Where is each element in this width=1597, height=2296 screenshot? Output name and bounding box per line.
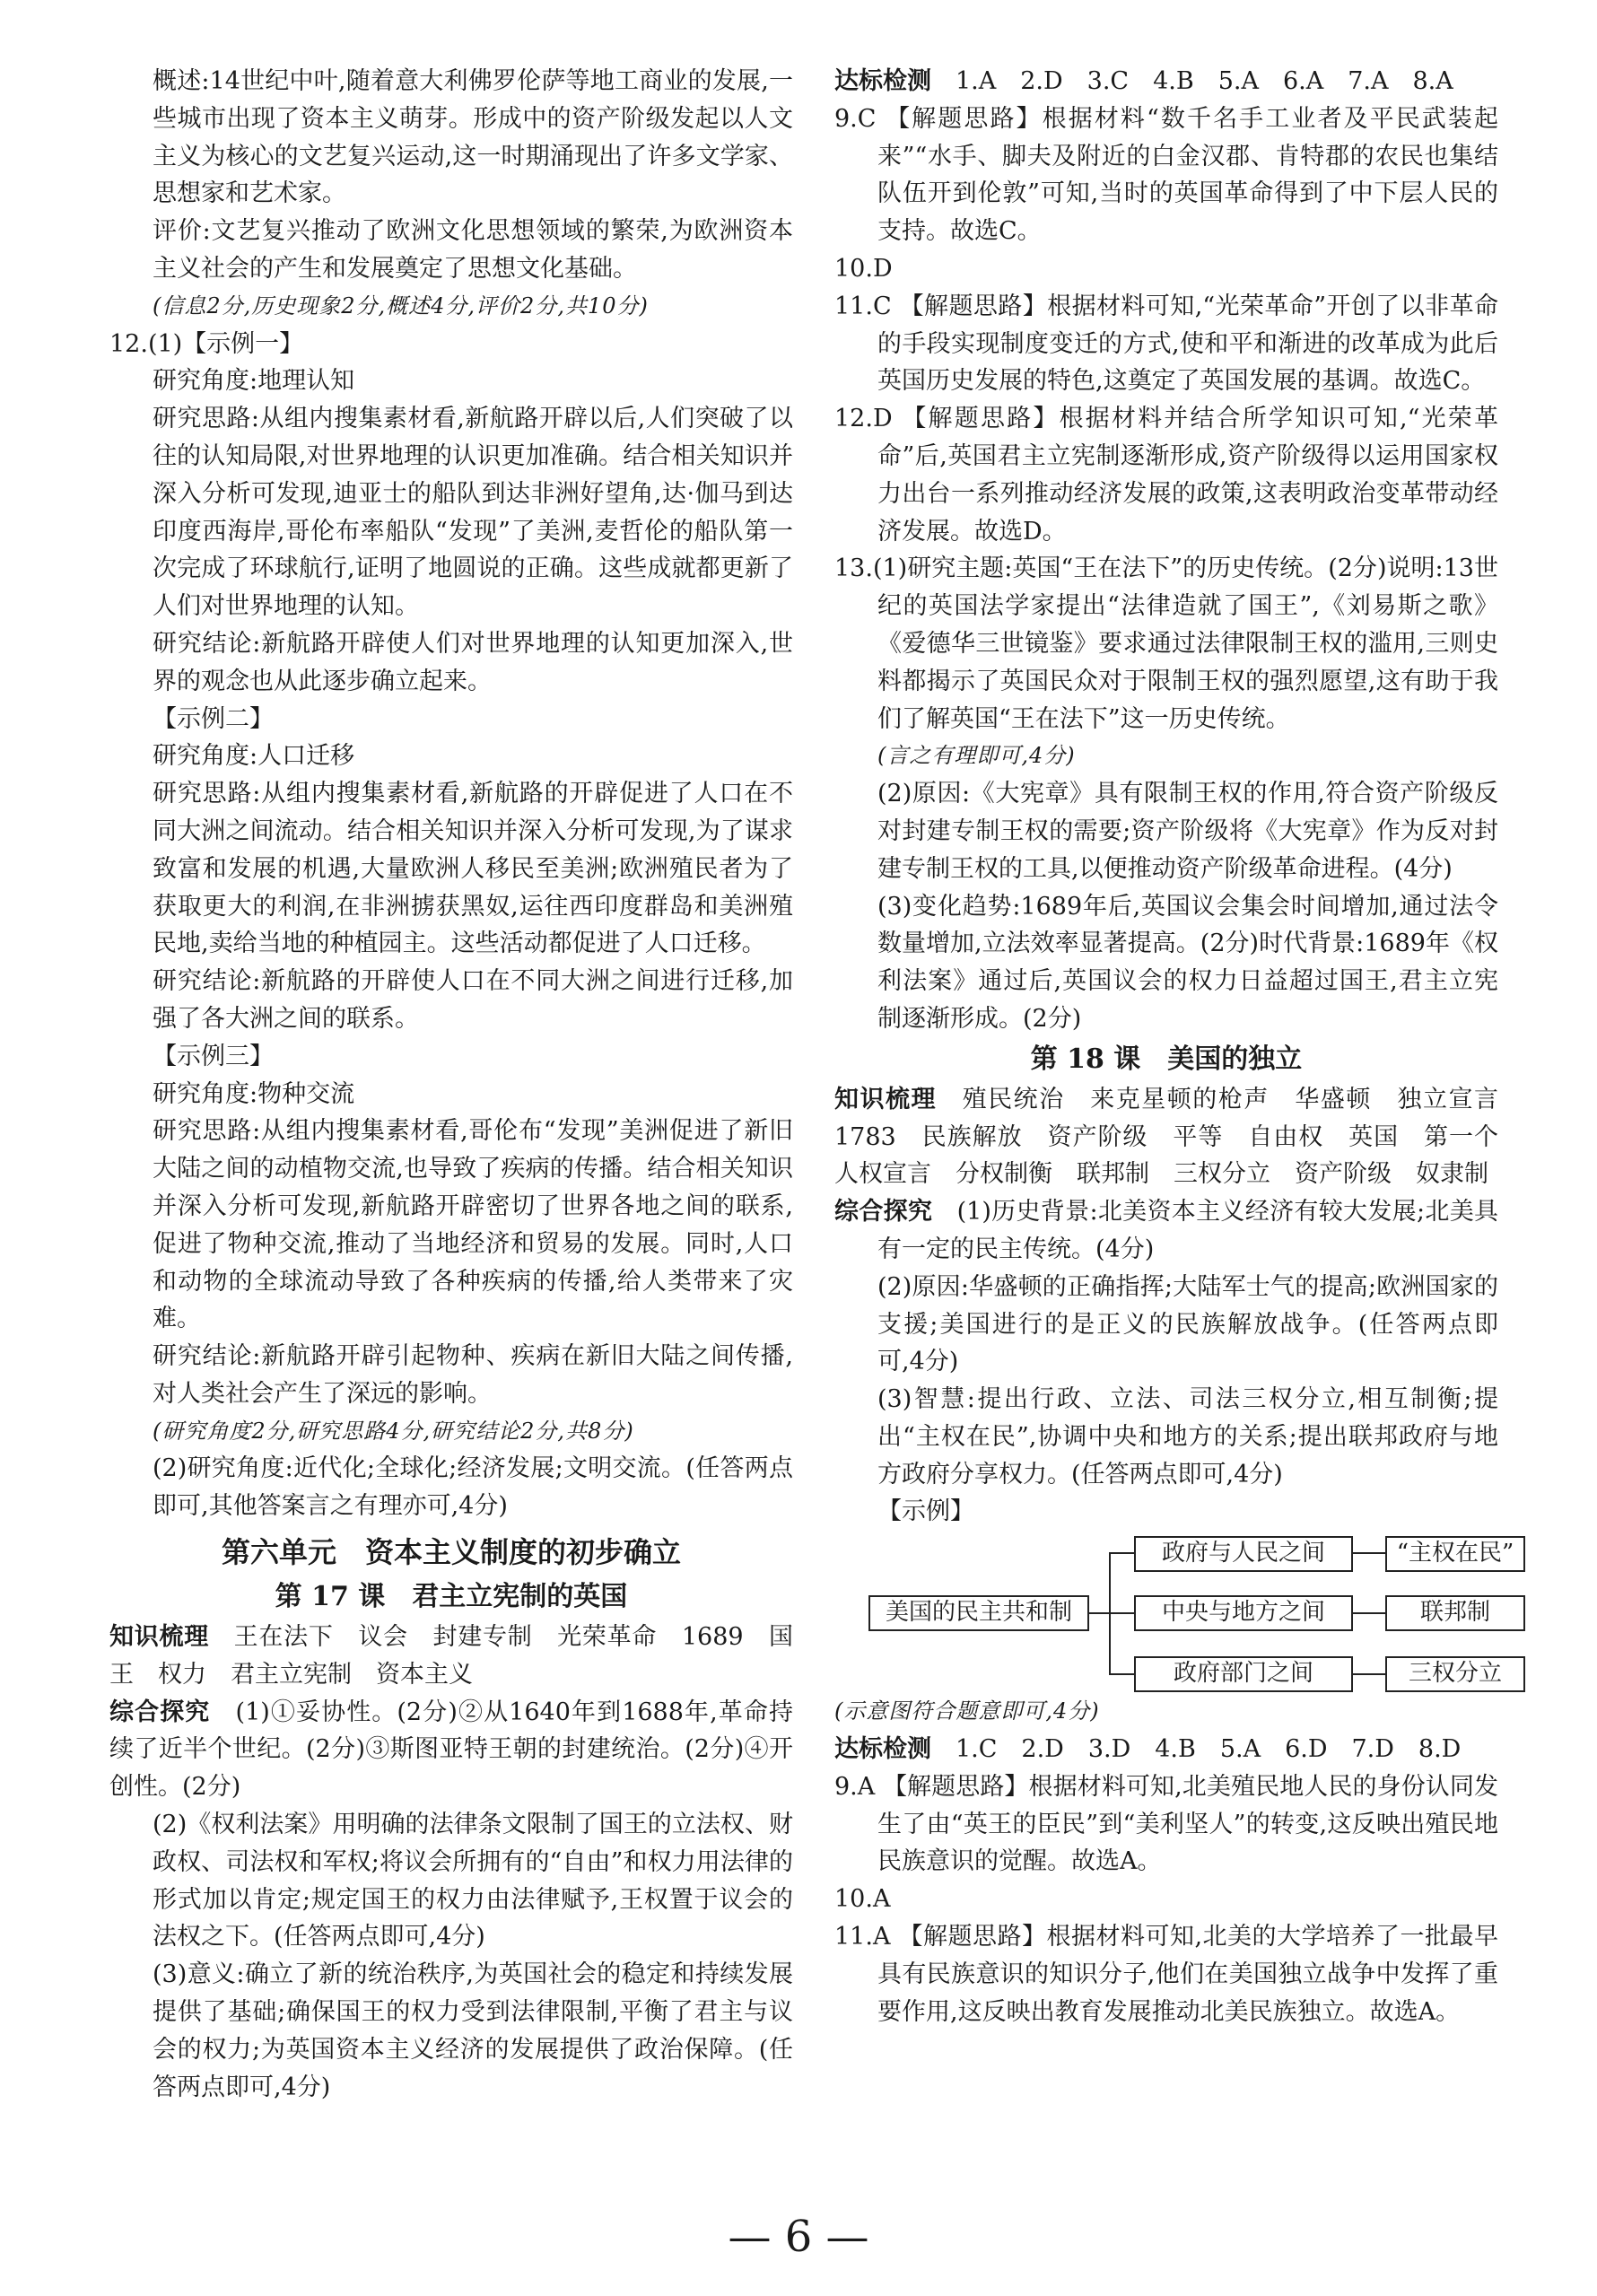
page-number: — 6 — [728, 2212, 869, 2262]
diagram-root-box: 美国的民主共和制 [868, 1595, 1089, 1631]
question-12-part-2: (2)研究角度:近代化;全球化;经济发展;文明交流。(任答两点即可,其他答案言之有理亦可,4分) [153, 1454, 793, 1521]
summary-paragraph: 概述:14世纪中叶,随着意大利佛罗伦萨等地工商业的发展,一些城市出现了资本主义萌芽。形成中的资产阶级发起以人文主义为核心的文艺复兴运动,这一时期涌现出了许多文学家、思想家和艺术家。 [153, 67, 793, 208]
check-label: 达标检测 [834, 67, 931, 95]
question-12-heading: 12.(1)【示例一】 [109, 329, 304, 358]
check-answers: 1.A 2.D 3.C 4.B 5.A 6.A 7.A 8.A [956, 67, 1453, 95]
diagram-connector [1353, 1552, 1385, 1554]
diagram-connector [1089, 1612, 1109, 1614]
check-answers: 1.C 2.D 3.D 4.B 5.A 6.D 7.D 8.D [956, 1735, 1462, 1764]
answer-13: 13.(1)研究主题:英国“王在法下”的历史传统。(2分)说明:13世纪的英国法学家提出“法律造就了国王”,《刘易斯之歌》《爱德华三世镜鉴》要求通过法律限制王权的滥用,三则史料都揭示了英国民众对于限制王权的强烈愿望,这有助于我们了解英国“王在法下”这一历史传统。 [834, 554, 1498, 733]
knowledge-text: 王在法下 议会 封建专制 光荣革命 1689 国王 权力 君主立宪制 资本主义 [109, 1623, 794, 1689]
research-conclusion: 研究结论:新航路开辟引起物种、疾病在新旧大陆之间传播,对人类社会产生了深远的影响。 [153, 1342, 793, 1408]
diagram-end-box: “主权在民” [1385, 1536, 1525, 1572]
right-column [834, 63, 1523, 2030]
research-angle: 研究角度:人口迁移 [153, 742, 355, 771]
inquiry-label: 综合探究 [109, 1698, 211, 1726]
standard-check [834, 1731, 1498, 1768]
inquiry-part-2: (2)《权利法案》用明确的法律条文限制了国王的立法权、财政权、司法权和军权;将议会所拥有的“自由”和权力用法律的形式加以肯定;规定国王的权力由法律赋予,王权置于议会的法权之下。(任答两点即可,4分) [153, 1811, 793, 1951]
diagram-connector [1109, 1552, 1134, 1554]
inquiry-label: 综合探究 [834, 1198, 933, 1227]
diagram-connector [1109, 1673, 1134, 1675]
answer-13-part-2: (2)原因:《大宪章》具有限制王权的作用,符合资产阶级反对封建专制王权的需要;资产阶级将《大宪章》作为反对封建专制王权的工具,以便推动资产阶级革命进程。(4分) [877, 780, 1498, 883]
answer-13-part-3: (3)变化趋势:1689年后,英国议会集会时间增加,通过法令数量增加,立法效率显著提高。(2分)时代背景:1689年《权利法案》通过后,英国议会的权力日益超过国王,君主立宪制逐渐形成。(2分) [877, 892, 1498, 1033]
example-heading: 【示例】 [877, 1497, 974, 1526]
inquiry-part-2: (2)原因:华盛顿的正确指挥;大陆军士气的提高;欧洲国家的支援;美国进行的是正义的民族解放战争。(任答两点即可,4分) [877, 1272, 1498, 1376]
answer-10: 10.A [834, 1885, 891, 1914]
left-column [109, 63, 793, 2106]
score-note: (信息2分,历史现象2分,概述4分,评价2分,共10分) [153, 292, 649, 319]
lesson-18-title: 第 18 课 美国的独立 [1030, 1043, 1303, 1075]
diagram-end-box: 联邦制 [1385, 1595, 1525, 1631]
comprehensive-inquiry [834, 1193, 1498, 1269]
knowledge-summary [834, 1081, 1523, 1193]
inquiry-text: (1)①妥协性。(2分)②从1640年到1688年,革命持续了近半个世纪。(2分)③斯图亚特王朝的封建统治。(2分)④开创性。(2分) [109, 1698, 794, 1802]
example-3-heading: 【示例三】 [153, 1042, 274, 1070]
answer-11: 11.C 【解题思路】根据材料可知,“光荣革命”开创了以非革命的手段实现制度变迁的方式,使和平和渐进的改革成为此后英国历史发展的特色,这奠定了英国发展的基调。故选C。 [834, 292, 1498, 396]
answer-11: 11.A 【解题思路】根据材料可知,北美的大学培养了一批最早具有民族意识的知识分子,他们在美国独立战争中发挥了重要作用,这反映出教育发展推动北美民族独立。故选A。 [834, 1923, 1498, 2026]
example-2-heading: 【示例二】 [153, 704, 274, 733]
diagram-note: (示意图符合题意即可,4分) [834, 1698, 1100, 1724]
knowledge-text: 殖民统治 来克星顿的枪声 华盛顿 独立宣言 1783 民族解放 资产阶级 平等 自由权 英国 第一个人权宣言 分权制衡 联邦制 三权分立 资产阶级 奴隶制 [834, 1085, 1523, 1189]
democracy-diagram [834, 1534, 1514, 1691]
standard-check [834, 63, 1498, 100]
answer-10: 10.D [834, 254, 893, 283]
diagram-middle-box: 中央与地方之间 [1134, 1595, 1353, 1631]
comprehensive-inquiry [109, 1694, 793, 1806]
answer-9: 9.C 【解题思路】根据材料“数千名手工业者及平民武装起来”“水手、脚夫及附近的白金汉郡、肯特郡的农民也集结队伍开到伦敦”可知,当时的英国革命得到了中下层人民的支持。故选C。 [834, 104, 1498, 246]
diagram-middle-box: 政府部门之间 [1134, 1656, 1353, 1692]
evaluation-paragraph: 评价:文艺复兴推动了欧洲文化思想领域的繁荣,为欧洲资本主义社会的产生和发展奠定了思想文化基础。 [153, 217, 793, 283]
research-idea: 研究思路:从组内搜集素材看,新航路开辟以后,人们突破了以往的认知局限,对世界地理的认识更加准确。结合相关知识并深入分析可发现,迪亚士的船队到达非洲好望角,达·伽马到达印度西海岸,哥伦布率船队“发现”了美洲,麦哲伦的船队第一次完成了环球航行,证明了地圆说的正确。这些成就都更新了人们对世界地理的认知。 [153, 405, 793, 621]
inquiry-text: (1)历史背景:北美资本主义经济有较大发展;北美具有一定的民主传统。(4分) [877, 1198, 1499, 1263]
knowledge-summary [109, 1619, 793, 1694]
diagram-connector [1353, 1673, 1385, 1675]
research-idea: 研究思路:从组内搜集素材看,哥伦布“发现”美洲促进了新旧大陆之间的动植物交流,也导致了疾病的传播。结合相关知识并深入分析可发现,新航路开辟密切了世界各地之间的联系,促进了物种交流,推动了当地经济和贸易的发展。同时,人口和动物的全球流动导致了各种疾病的传播,给人类带来了灾难。 [153, 1117, 793, 1333]
unit-title: 第六单元 资本主义制度的初步确立 [221, 1535, 681, 1570]
knowledge-label: 知识梳理 [834, 1085, 938, 1113]
inquiry-part-3: (3)智慧:提出行政、立法、司法三权分立,相互制衡;提出“主权在民”,协调中央和地方的关系;提出联邦政府与地方政府分享权力。(任答两点即可,4分) [877, 1385, 1498, 1488]
check-label: 达标检测 [834, 1735, 931, 1764]
research-conclusion: 研究结论:新航路开辟使人们对世界地理的认知更加深入,世界的观念也从此逐步确立起来。 [153, 629, 793, 695]
knowledge-label: 知识梳理 [109, 1623, 209, 1652]
diagram-end-box: 三权分立 [1385, 1656, 1525, 1692]
score-note: (研究角度2分,研究思路4分,研究结论2分,共8分) [153, 1418, 634, 1444]
diagram-middle-box: 政府与人民之间 [1134, 1536, 1353, 1572]
research-angle: 研究角度:地理认知 [153, 367, 355, 396]
answer-9: 9.A 【解题思路】根据材料可知,北美殖民地人民的身份认同发生了由“英王的臣民”到“美利坚人”的转变,这反映出殖民地民族意识的觉醒。故选A。 [834, 1772, 1498, 1876]
lesson-17-title: 第 17 课 君主立宪制的英国 [275, 1581, 628, 1613]
inquiry-part-3: (3)意义:确立了新的统治秩序,为英国社会的稳定和持续发展提供了基础;确保国王的权力受到法律限制,平衡了君主与议会的权力;为英国资本主义经济的发展提供了政治保障。(任答两点即可,4分) [153, 1960, 793, 2101]
diagram-connector [1109, 1612, 1134, 1614]
research-idea: 研究思路:从组内搜集素材看,新航路的开辟促进了人口在不同大洲之间流动。结合相关知识并深入分析可发现,为了谋求致富和发展的机遇,大量欧洲人移民至美洲;欧洲殖民者为了获取更大的利润,在非洲掳获黑奴,运往西印度群岛和美洲殖民地,卖给当地的种植园主。这些活动都促进了人口迁移。 [153, 780, 793, 958]
diagram-connector [1353, 1612, 1385, 1614]
research-conclusion: 研究结论:新航路的开辟使人口在不同大洲之间进行迁移,加强了各大洲之间的联系。 [153, 967, 793, 1033]
answer-12: 12.D 【解题思路】根据材料并结合所学知识可知,“光荣革命”后,英国君主立宪制逐渐形成,资产阶级得以运用国家权力出台一系列推动经济发展的政策,这表明政治变革带动经济发展。故选D。 [834, 405, 1498, 546]
research-angle: 研究角度:物种交流 [153, 1079, 355, 1108]
score-note: (言之有理即可,4分) [877, 743, 1076, 769]
